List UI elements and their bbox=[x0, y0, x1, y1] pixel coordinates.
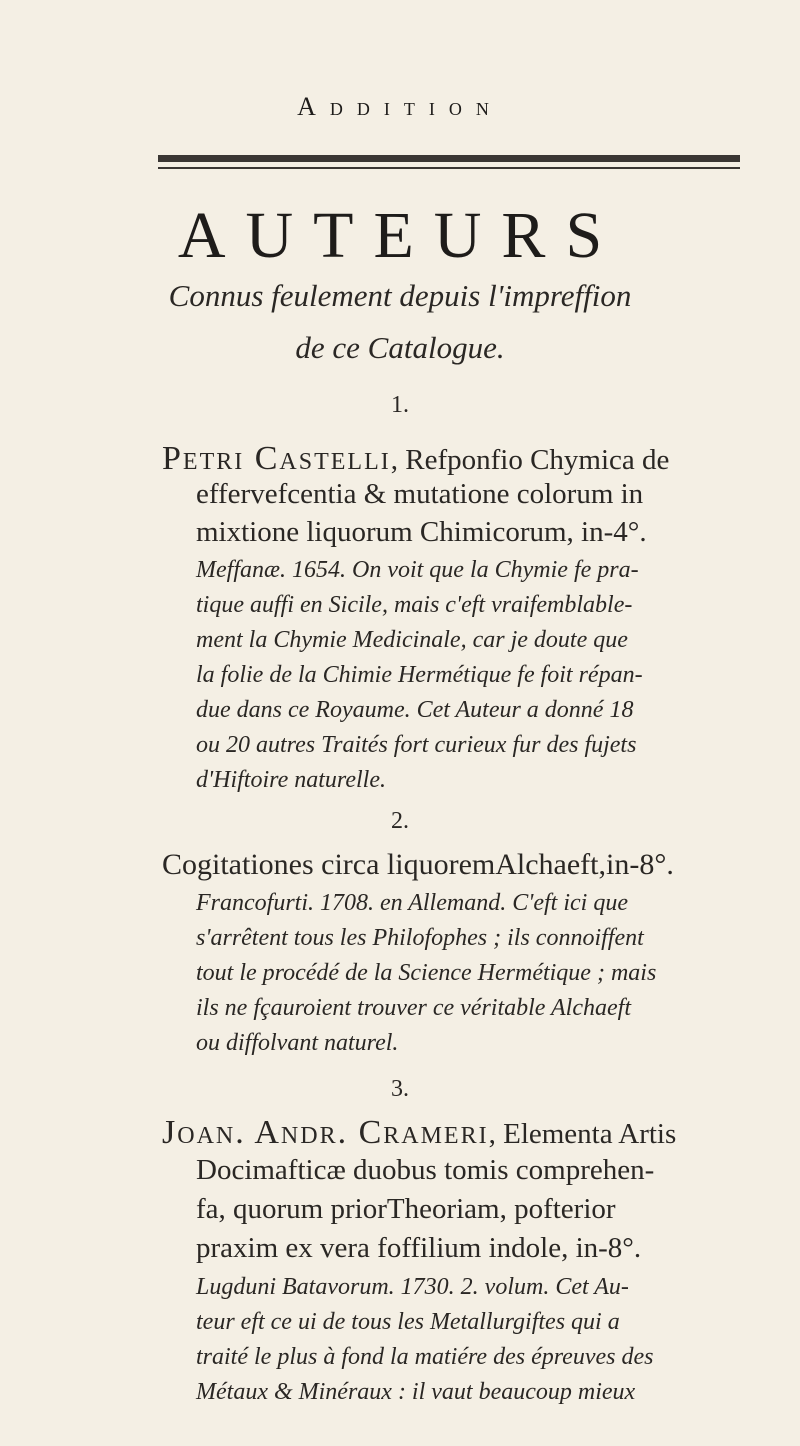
entry-1-line-10: d'Hiftoire naturelle. bbox=[196, 767, 386, 793]
entry-1-line-4: Meffanæ. 1654. On voit que la Chymie fe pra- bbox=[196, 557, 639, 583]
ornamental-rule-thin bbox=[158, 167, 740, 169]
entry-1-line-8: due dans ce Royaume. Cet Auteur a donné 18 bbox=[196, 697, 634, 723]
entry-3-line-8: Métaux & Minéraux : il vaut beaucoup mieux bbox=[196, 1379, 636, 1405]
entry-1-line-9: ou 20 autres Traités fort curieux fur des fujets bbox=[196, 732, 637, 758]
subtitle-line-1: Connus feulement depuis l'impreffion bbox=[168, 278, 632, 313]
author-name: Petri Castelli bbox=[162, 440, 391, 477]
entry-3-line-2: Docimafticæ duobus tomis comprehen- bbox=[196, 1154, 655, 1186]
entry-2-line-1: Cogitationes circa liquoremAlchaeft,in-8°. bbox=[162, 848, 674, 881]
entry-3-line-6: teur eft ce ui de tous les Metallurgiftes qui a bbox=[196, 1309, 620, 1335]
entry-2-line-6: ou diffolvant naturel. bbox=[196, 1030, 399, 1056]
entry-number: 2. bbox=[391, 808, 409, 834]
entry-1-line-7: la folie de la Chimie Hermétique fe foit répan- bbox=[196, 662, 643, 688]
entry-2-line-5: ils ne fçauroient trouver ce véritable Alchaeft bbox=[196, 995, 631, 1021]
entry-number: 1. bbox=[391, 392, 409, 418]
subtitle-line-2: de ce Catalogue. bbox=[295, 330, 505, 365]
entry-3-line-4: praxim ex vera foffilium indole, in-8°. bbox=[196, 1232, 642, 1264]
entry-text: , Refponfio Chymica de bbox=[390, 444, 670, 476]
section-title: AUTEURS bbox=[177, 199, 623, 272]
entry-2-line-4: tout le procédé de la Science Hermétique ; mais bbox=[196, 960, 657, 986]
entry-3-line-5: Lugduni Batavorum. 1730. 2. volum. Cet Au- bbox=[196, 1274, 629, 1300]
entry-1-line-6: ment la Chymie Medicinale, car je doute que bbox=[196, 627, 628, 653]
running-header: Addition bbox=[297, 92, 503, 121]
entry-1-line-3: mixtione liquorum Chimicorum, in-4°. bbox=[196, 516, 647, 548]
entry-1-line-2: effervefcentia & mutatione colorum in bbox=[196, 478, 644, 510]
entry-number: 3. bbox=[391, 1076, 409, 1102]
entry-3-line-1 bbox=[162, 1114, 676, 1152]
entry-text: , Elementa Artis bbox=[488, 1118, 677, 1150]
entry-2-line-3: s'arrêtent tous les Philofophes ; ils connoiffent bbox=[196, 925, 644, 951]
entry-1-line-5: tique auffi en Sicile, mais c'eft vraifemblable- bbox=[196, 592, 633, 618]
entry-3-line-3: fa, quorum priorTheoriam, pofterior bbox=[196, 1193, 616, 1225]
ornamental-rule-thick bbox=[158, 155, 740, 162]
entry-1-line-1 bbox=[162, 440, 669, 478]
entry-2-line-2: Francofurti. 1708. en Allemand. C'eft ici que bbox=[196, 890, 628, 916]
author-name: Joan. Andr. Crameri bbox=[162, 1114, 489, 1151]
entry-3-line-7: traité le plus à fond la matiére des épreuves des bbox=[196, 1344, 654, 1370]
